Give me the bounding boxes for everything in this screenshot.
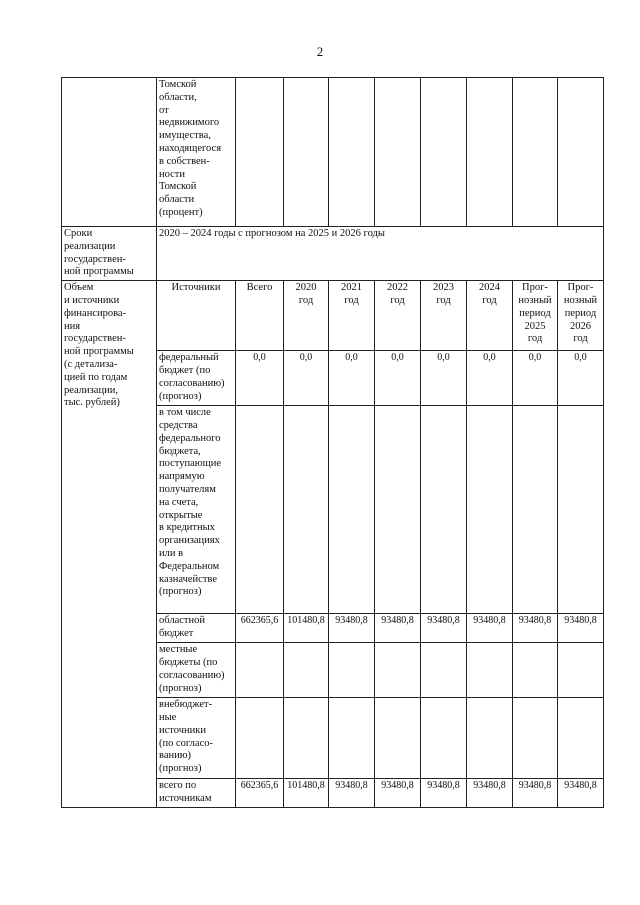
value-2025 xyxy=(513,406,558,614)
value-2024: 93480,8 xyxy=(467,614,513,643)
value-2024 xyxy=(467,406,513,614)
empty-cell xyxy=(558,78,604,227)
value-2023: 0,0 xyxy=(421,351,467,406)
funding-label: Объем и источники финансирова- ния государствен- ной программы (с детализа- цией по годам реализации, тыс. рублей) xyxy=(62,281,157,808)
header-year-2024: 2024 год xyxy=(467,281,513,351)
source-federal-direct: в том числе средства федерального бюджета, поступающие напрямую получателям на счета, открытые в кредитных организациях или в Федеральном казначействе (прогноз) xyxy=(157,406,236,614)
program-passport-table xyxy=(61,77,604,808)
value-2022 xyxy=(375,643,421,698)
value-2022: 93480,8 xyxy=(375,779,421,808)
header-year-2025: Прог- нозный период 2025 год xyxy=(513,281,558,351)
value-2026: 93480,8 xyxy=(558,614,604,643)
header-year-2020: 2020 год xyxy=(284,281,329,351)
header-year-2023: 2023 год xyxy=(421,281,467,351)
value-2021 xyxy=(329,406,375,614)
value-2025: 0,0 xyxy=(513,351,558,406)
period-text: 2020 – 2024 годы с прогнозом на 2025 и 2026 годы xyxy=(157,227,604,281)
value-total: 0,0 xyxy=(236,351,284,406)
page-number: 2 xyxy=(316,44,324,59)
value-2025: 93480,8 xyxy=(513,614,558,643)
indicator-cell: Томской области, от недвижимого имущества, находящегося в собствен- ности Томской области (процент) xyxy=(157,78,236,227)
header-year-2022: 2022 год xyxy=(375,281,421,351)
value-2026 xyxy=(558,698,604,779)
value-2020: 0,0 xyxy=(284,351,329,406)
value-2026: 93480,8 xyxy=(558,779,604,808)
value-2022: 93480,8 xyxy=(375,614,421,643)
value-2021: 0,0 xyxy=(329,351,375,406)
value-2021 xyxy=(329,698,375,779)
source-total: всего по источникам xyxy=(157,779,236,808)
period-label: Сроки реализации государствен- ной программы xyxy=(62,227,157,281)
value-2023 xyxy=(421,698,467,779)
empty-cell xyxy=(329,78,375,227)
value-total: 662365,6 xyxy=(236,779,284,808)
value-2022: 0,0 xyxy=(375,351,421,406)
value-2022 xyxy=(375,698,421,779)
value-2023: 93480,8 xyxy=(421,614,467,643)
source-federal: федеральный бюджет (по согласованию) (прогноз) xyxy=(157,351,236,406)
value-2020 xyxy=(284,406,329,614)
value-2025 xyxy=(513,698,558,779)
value-2025: 93480,8 xyxy=(513,779,558,808)
value-2021: 93480,8 xyxy=(329,614,375,643)
value-2023: 93480,8 xyxy=(421,779,467,808)
value-2020 xyxy=(284,698,329,779)
value-total xyxy=(236,406,284,614)
empty-cell xyxy=(513,78,558,227)
value-2023 xyxy=(421,643,467,698)
empty-cell xyxy=(284,78,329,227)
header-year-2021: 2021 год xyxy=(329,281,375,351)
value-2020: 101480,8 xyxy=(284,779,329,808)
empty-cell xyxy=(236,78,284,227)
value-total xyxy=(236,698,284,779)
empty-cell xyxy=(375,78,421,227)
empty-label-cell xyxy=(62,78,157,227)
value-2025 xyxy=(513,643,558,698)
value-2022 xyxy=(375,406,421,614)
header-year-2026: Прог- нозный период 2026 год xyxy=(558,281,604,351)
value-2024: 0,0 xyxy=(467,351,513,406)
value-2023 xyxy=(421,406,467,614)
header-total: Всего xyxy=(236,281,284,351)
value-2021 xyxy=(329,643,375,698)
value-2026: 0,0 xyxy=(558,351,604,406)
value-2020 xyxy=(284,643,329,698)
source-extrabudgetary: внебюджет- ные источники (по согласо- ванию) (прогноз) xyxy=(157,698,236,779)
value-2020: 101480,8 xyxy=(284,614,329,643)
empty-cell xyxy=(467,78,513,227)
source-regional: областной бюджет xyxy=(157,614,236,643)
source-local: местные бюджеты (по согласованию) (прогноз) xyxy=(157,643,236,698)
table-row-top xyxy=(62,78,604,227)
value-2024: 93480,8 xyxy=(467,779,513,808)
empty-cell xyxy=(421,78,467,227)
value-2026 xyxy=(558,643,604,698)
value-2024 xyxy=(467,698,513,779)
table-row-funding-header xyxy=(62,281,604,351)
value-2026 xyxy=(558,406,604,614)
value-2021: 93480,8 xyxy=(329,779,375,808)
value-total: 662365,6 xyxy=(236,614,284,643)
table-row-period xyxy=(62,227,604,281)
value-total xyxy=(236,643,284,698)
header-sources: Источники xyxy=(157,281,236,351)
value-2024 xyxy=(467,643,513,698)
